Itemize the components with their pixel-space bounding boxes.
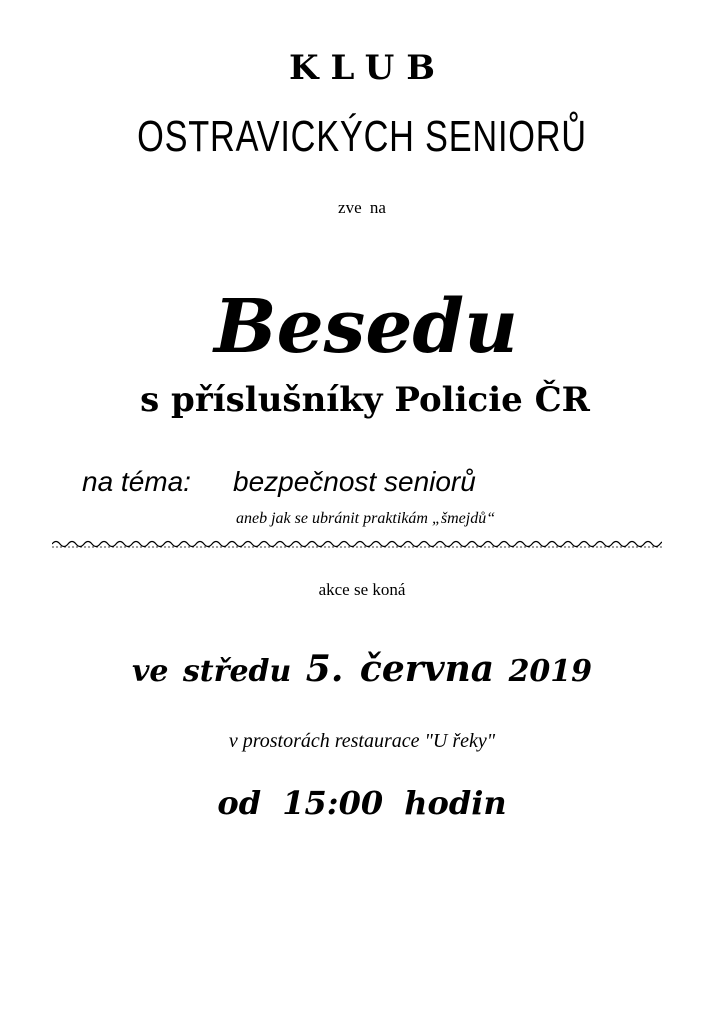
decorative-divider [52,538,662,550]
event-date [0,648,724,690]
event-time: od 15:00 hodin [217,784,507,822]
headline-subtitle: s příslušníky Policie ČR [140,380,590,420]
invite-text: zve na [338,198,386,217]
headline-title: Besedu [214,284,518,370]
event-date-prefix: ve středu [131,654,292,689]
topic-label: na téma: [82,466,191,497]
club-label: KLUB [289,48,447,88]
event-venue: v prostorách restaurace "U řeky" [228,730,496,752]
event-intro: akce se koná [318,580,406,599]
topic-value: bezpečnost seniorů [233,466,476,497]
topic-subtitle: aneb jak se ubránit praktikám „šmejdů“ [236,510,496,527]
event-date-year: 2019 [508,654,593,689]
event-date-main: 5. června [305,648,495,690]
club-name: OSTRAVICKÝCH SENIORŮ [137,112,587,161]
